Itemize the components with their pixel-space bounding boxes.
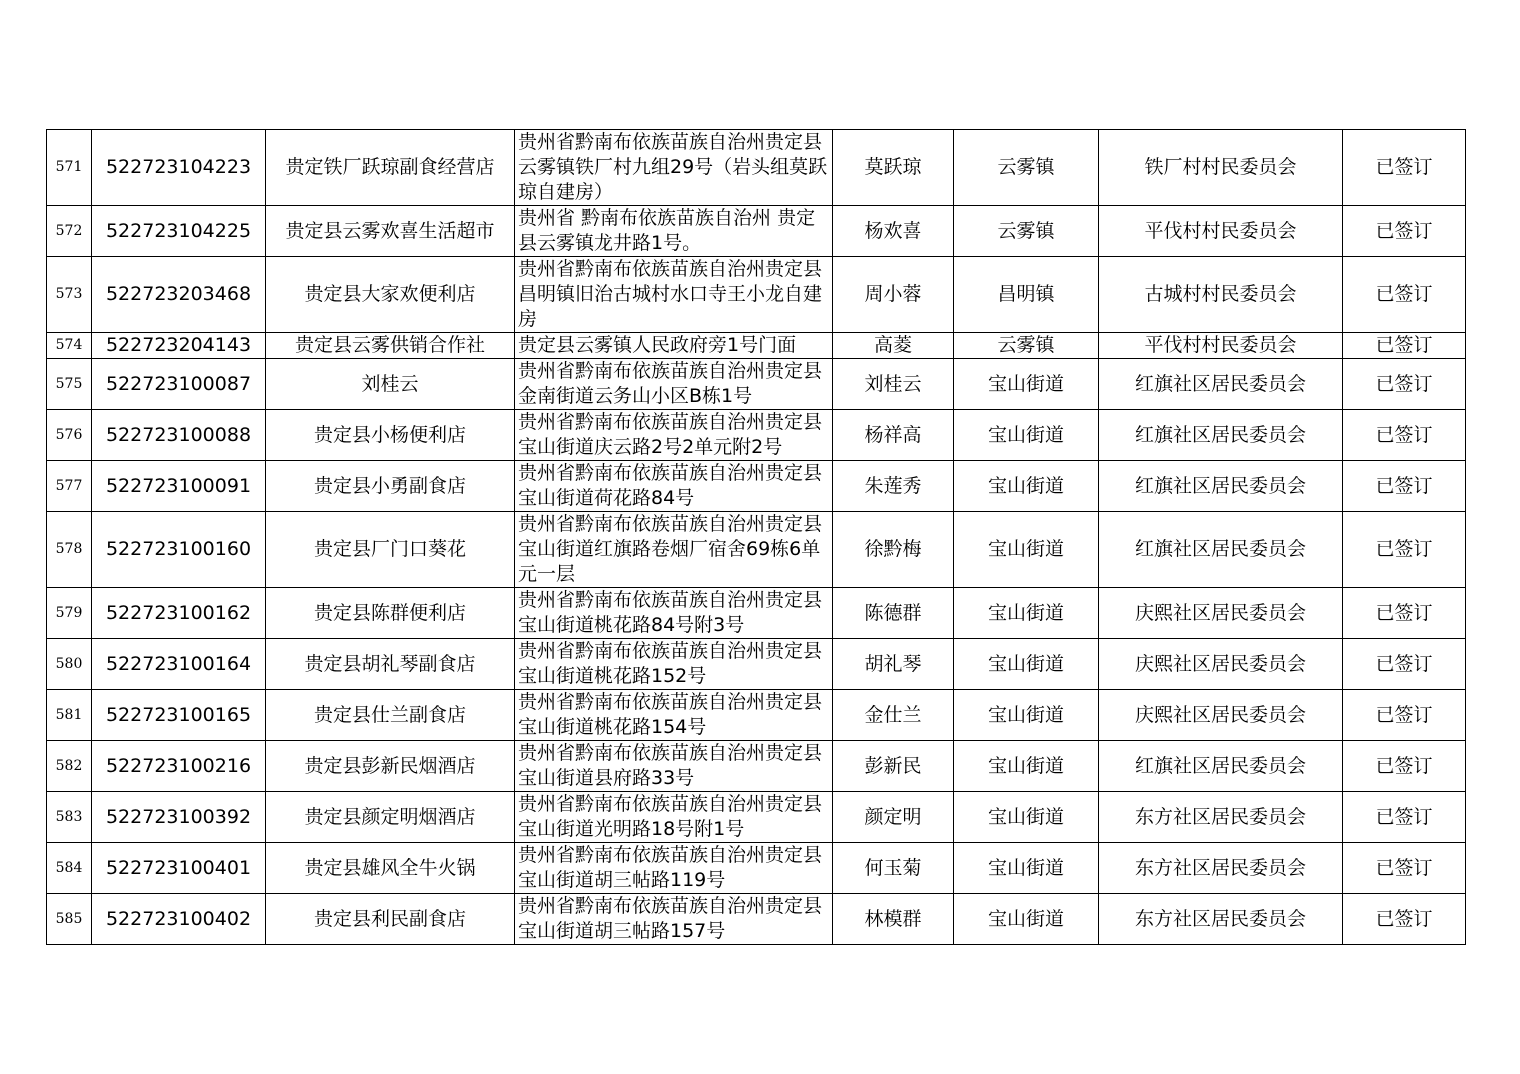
table-row <box>47 588 1466 639</box>
retailer-table-body <box>47 130 1466 945</box>
row-number-cell: 571 <box>47 130 92 206</box>
store-name-cell: 贵定县小杨便利店 <box>266 410 515 461</box>
status-cell: 已签订 <box>1343 410 1466 461</box>
address-cell: 贵州省黔南布依族苗族自治州贵定县宝山街道荷花路84号 <box>515 461 833 512</box>
table-row <box>47 512 1466 588</box>
store-name-cell: 贵定铁厂跃琼副食经营店 <box>266 130 515 206</box>
row-number-cell: 577 <box>47 461 92 512</box>
table-row <box>47 741 1466 792</box>
table-row <box>47 894 1466 945</box>
license-number-cell: 522723203468 <box>92 257 266 333</box>
address-cell: 贵州省黔南布依族苗族自治州贵定县宝山街道红旗路卷烟厂宿舍69栋6单元一层 <box>515 512 833 588</box>
address-cell: 贵州省黔南布依族苗族自治州贵定县宝山街道桃花路84号附3号 <box>515 588 833 639</box>
row-number-cell: 574 <box>47 333 92 359</box>
town-cell: 宝山街道 <box>954 792 1099 843</box>
row-number-cell: 576 <box>47 410 92 461</box>
store-name-cell: 贵定县胡礼琴副食店 <box>266 639 515 690</box>
table-row <box>47 410 1466 461</box>
status-cell: 已签订 <box>1343 894 1466 945</box>
owner-cell: 莫跃琼 <box>833 130 954 206</box>
row-number-cell: 580 <box>47 639 92 690</box>
table-row <box>47 843 1466 894</box>
store-name-cell: 贵定县小勇副食店 <box>266 461 515 512</box>
town-cell: 云雾镇 <box>954 333 1099 359</box>
town-cell: 宝山街道 <box>954 741 1099 792</box>
store-name-cell: 贵定县雄风全牛火锅 <box>266 843 515 894</box>
address-cell: 贵州省黔南布依族苗族自治州贵定县宝山街道胡三帖路157号 <box>515 894 833 945</box>
license-number-cell: 522723100402 <box>92 894 266 945</box>
owner-cell: 徐黔梅 <box>833 512 954 588</box>
town-cell: 云雾镇 <box>954 130 1099 206</box>
license-number-cell: 522723100165 <box>92 690 266 741</box>
status-cell: 已签订 <box>1343 333 1466 359</box>
owner-cell: 高菱 <box>833 333 954 359</box>
address-cell: 贵州省黔南布依族苗族自治州贵定县宝山街道胡三帖路119号 <box>515 843 833 894</box>
owner-cell: 金仕兰 <box>833 690 954 741</box>
address-cell: 贵州省黔南布依族苗族自治州贵定县宝山街道桃花路154号 <box>515 690 833 741</box>
license-number-cell: 522723104225 <box>92 206 266 257</box>
table-row <box>47 333 1466 359</box>
status-cell: 已签订 <box>1343 588 1466 639</box>
store-name-cell: 贵定县利民副食店 <box>266 894 515 945</box>
town-cell: 宝山街道 <box>954 359 1099 410</box>
address-cell: 贵州省黔南布依族苗族自治州贵定县宝山街道县府路33号 <box>515 741 833 792</box>
status-cell: 已签订 <box>1343 639 1466 690</box>
row-number-cell: 581 <box>47 690 92 741</box>
owner-cell: 朱莲秀 <box>833 461 954 512</box>
committee-cell: 古城村村民委员会 <box>1099 257 1343 333</box>
committee-cell: 东方社区居民委员会 <box>1099 792 1343 843</box>
committee-cell: 红旗社区居民委员会 <box>1099 512 1343 588</box>
town-cell: 昌明镇 <box>954 257 1099 333</box>
owner-cell: 林模群 <box>833 894 954 945</box>
address-cell: 贵州省 黔南布依族苗族自治州 贵定县云雾镇龙井路1号。 <box>515 206 833 257</box>
store-name-cell: 贵定县彭新民烟酒店 <box>266 741 515 792</box>
owner-cell: 杨欢喜 <box>833 206 954 257</box>
town-cell: 宝山街道 <box>954 410 1099 461</box>
row-number-cell: 575 <box>47 359 92 410</box>
table-row <box>47 461 1466 512</box>
town-cell: 宝山街道 <box>954 639 1099 690</box>
table-row <box>47 206 1466 257</box>
license-number-cell: 522723100088 <box>92 410 266 461</box>
license-number-cell: 522723100216 <box>92 741 266 792</box>
license-number-cell: 522723100164 <box>92 639 266 690</box>
license-number-cell: 522723100160 <box>92 512 266 588</box>
owner-cell: 周小蓉 <box>833 257 954 333</box>
store-name-cell: 贵定县仕兰副食店 <box>266 690 515 741</box>
committee-cell: 红旗社区居民委员会 <box>1099 410 1343 461</box>
status-cell: 已签订 <box>1343 741 1466 792</box>
table-row <box>47 359 1466 410</box>
committee-cell: 红旗社区居民委员会 <box>1099 741 1343 792</box>
table-row <box>47 130 1466 206</box>
town-cell: 云雾镇 <box>954 206 1099 257</box>
status-cell: 已签订 <box>1343 512 1466 588</box>
town-cell: 宝山街道 <box>954 512 1099 588</box>
town-cell: 宝山街道 <box>954 843 1099 894</box>
owner-cell: 彭新民 <box>833 741 954 792</box>
town-cell: 宝山街道 <box>954 690 1099 741</box>
row-number-cell: 579 <box>47 588 92 639</box>
committee-cell: 庆熙社区居民委员会 <box>1099 690 1343 741</box>
license-number-cell: 522723104223 <box>92 130 266 206</box>
owner-cell: 何玉菊 <box>833 843 954 894</box>
license-number-cell: 522723100392 <box>92 792 266 843</box>
owner-cell: 胡礼琴 <box>833 639 954 690</box>
committee-cell: 铁厂村村民委员会 <box>1099 130 1343 206</box>
town-cell: 宝山街道 <box>954 461 1099 512</box>
committee-cell: 红旗社区居民委员会 <box>1099 359 1343 410</box>
status-cell: 已签订 <box>1343 461 1466 512</box>
address-cell: 贵州省黔南布依族苗族自治州贵定县宝山街道桃花路152号 <box>515 639 833 690</box>
row-number-cell: 583 <box>47 792 92 843</box>
status-cell: 已签订 <box>1343 792 1466 843</box>
row-number-cell: 572 <box>47 206 92 257</box>
status-cell: 已签订 <box>1343 843 1466 894</box>
status-cell: 已签订 <box>1343 257 1466 333</box>
committee-cell: 东方社区居民委员会 <box>1099 894 1343 945</box>
status-cell: 已签订 <box>1343 206 1466 257</box>
row-number-cell: 578 <box>47 512 92 588</box>
town-cell: 宝山街道 <box>954 588 1099 639</box>
address-cell: 贵州省黔南布依族苗族自治州贵定县宝山街道庆云路2号2单元附2号 <box>515 410 833 461</box>
status-cell: 已签订 <box>1343 359 1466 410</box>
store-name-cell: 贵定县厂门口葵花 <box>266 512 515 588</box>
address-cell: 贵州省黔南布依族苗族自治州贵定县金南街道云务山小区B栋1号 <box>515 359 833 410</box>
address-cell: 贵州省黔南布依族苗族自治州贵定县宝山街道光明路18号附1号 <box>515 792 833 843</box>
store-name-cell: 贵定县云雾供销合作社 <box>266 333 515 359</box>
owner-cell: 杨祥高 <box>833 410 954 461</box>
owner-cell: 陈德群 <box>833 588 954 639</box>
status-cell: 已签订 <box>1343 130 1466 206</box>
owner-cell: 刘桂云 <box>833 359 954 410</box>
license-number-cell: 522723100401 <box>92 843 266 894</box>
license-number-cell: 522723100162 <box>92 588 266 639</box>
address-cell: 贵州省黔南布依族苗族自治州贵定县云雾镇铁厂村九组29号（岩头组莫跃琼自建房） <box>515 130 833 206</box>
store-name-cell: 贵定县颜定明烟酒店 <box>266 792 515 843</box>
row-number-cell: 585 <box>47 894 92 945</box>
store-name-cell: 贵定县陈群便利店 <box>266 588 515 639</box>
store-name-cell: 刘桂云 <box>266 359 515 410</box>
table-row <box>47 792 1466 843</box>
table-row <box>47 639 1466 690</box>
committee-cell: 庆熙社区居民委员会 <box>1099 588 1343 639</box>
committee-cell: 庆熙社区居民委员会 <box>1099 639 1343 690</box>
row-number-cell: 584 <box>47 843 92 894</box>
address-cell: 贵州省黔南布依族苗族自治州贵定县昌明镇旧治古城村水口寺王小龙自建房 <box>515 257 833 333</box>
committee-cell: 平伐村村民委员会 <box>1099 333 1343 359</box>
license-number-cell: 522723100091 <box>92 461 266 512</box>
license-number-cell: 522723100087 <box>92 359 266 410</box>
owner-cell: 颜定明 <box>833 792 954 843</box>
table-row <box>47 690 1466 741</box>
store-name-cell: 贵定县大家欢便利店 <box>266 257 515 333</box>
town-cell: 宝山街道 <box>954 894 1099 945</box>
committee-cell: 平伐村村民委员会 <box>1099 206 1343 257</box>
table-row <box>47 257 1466 333</box>
address-cell: 贵定县云雾镇人民政府旁1号门面 <box>515 333 833 359</box>
row-number-cell: 573 <box>47 257 92 333</box>
committee-cell: 东方社区居民委员会 <box>1099 843 1343 894</box>
row-number-cell: 582 <box>47 741 92 792</box>
status-cell: 已签订 <box>1343 690 1466 741</box>
license-number-cell: 522723204143 <box>92 333 266 359</box>
committee-cell: 红旗社区居民委员会 <box>1099 461 1343 512</box>
retailer-table <box>46 129 1466 945</box>
store-name-cell: 贵定县云雾欢喜生活超市 <box>266 206 515 257</box>
